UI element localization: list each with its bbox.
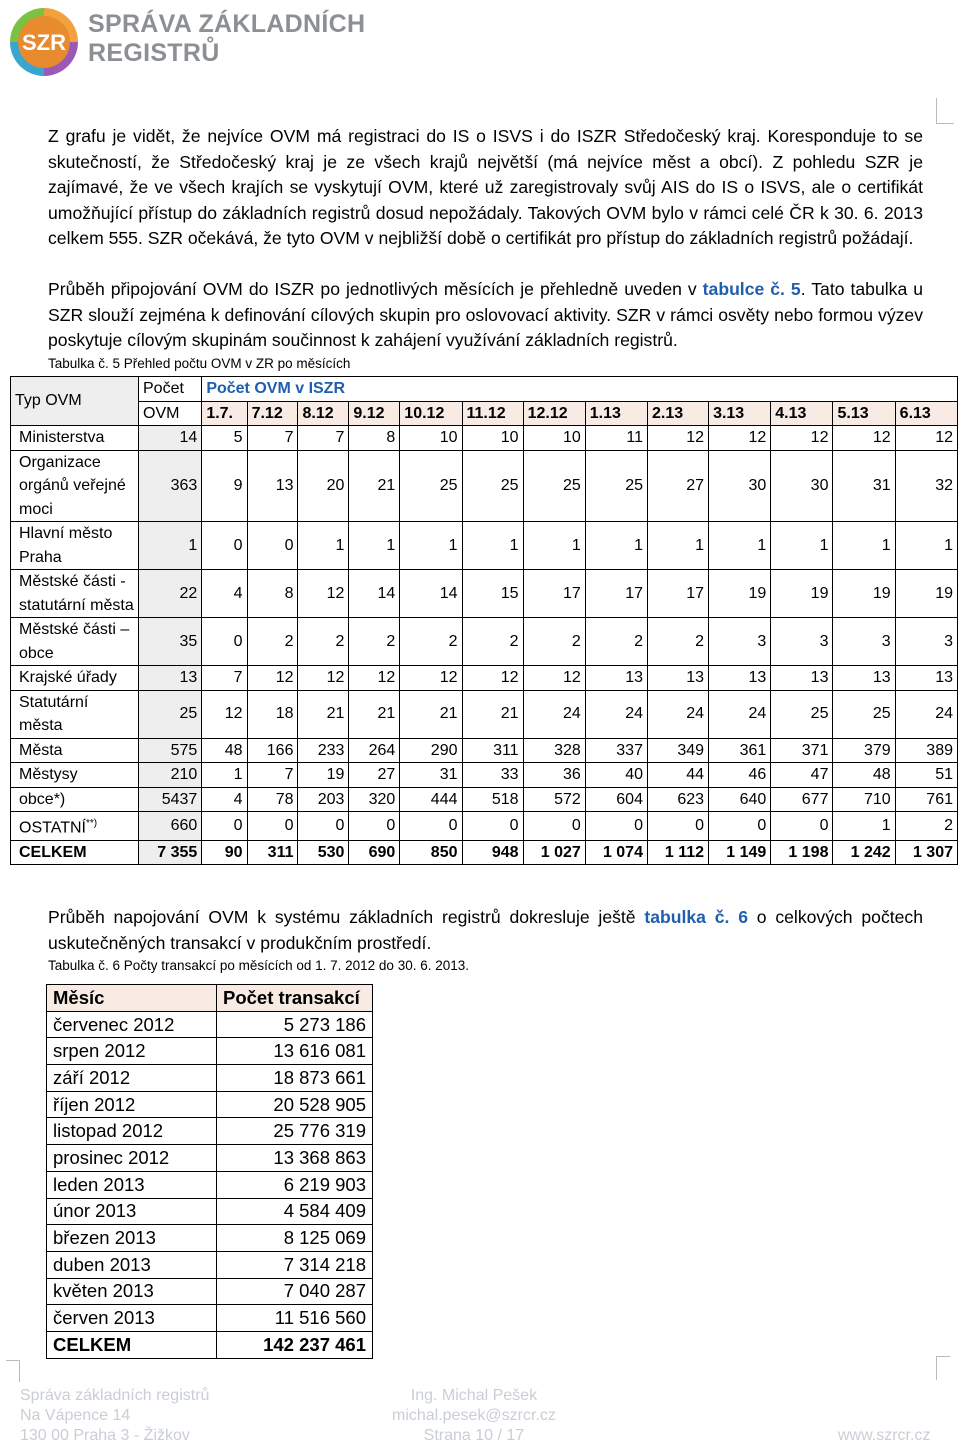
total-label: CELKEM [47,1331,217,1358]
header-month: 7.12 [247,401,298,426]
row-month: září 2012 [47,1065,217,1092]
header-month: 12.12 [523,401,585,426]
total-month-value: 1 074 [585,840,647,865]
row-month-value: 1 [349,522,400,570]
szr-logo [6,4,366,76]
row-transaction-count: 8 125 069 [217,1225,373,1252]
header-count-1: Počet [139,377,202,402]
row-month-value: 21 [298,690,349,738]
row-month-value: 24 [709,690,771,738]
row-month-value: 572 [523,787,585,812]
footer-person: Ing. Michal Pešek [410,1387,538,1404]
row-month-value: 21 [400,690,462,738]
row-month-value: 0 [462,812,523,841]
crop-mark-top-right [936,98,954,124]
total-month-value: 1 149 [709,840,771,865]
row-month: prosinec 2012 [47,1145,217,1172]
row-month-value: 17 [585,570,647,618]
row-month-value: 13 [709,666,771,691]
row-month-value: 0 [647,812,708,841]
row-month-value: 12 [709,426,771,451]
paragraph-2-text: Průběh připojování OVM do ISZR po jednotlivých měsících je přehledně uveden v [48,279,703,299]
row-month-value: 19 [709,570,771,618]
row-month-value: 4 [202,570,247,618]
row-month: říjen 2012 [47,1091,217,1118]
row-month-value: 2 [247,618,298,666]
row-month-value: 311 [462,738,523,763]
row-month-value: 13 [247,450,298,522]
row-transaction-count: 6 219 903 [217,1171,373,1198]
table-row [47,1251,373,1278]
header-month: 6.13 [895,401,957,426]
row-month-value: 710 [833,787,895,812]
paragraph-3-text-rest: o celkových počtech uskutečněných transakcí v produkčním prostředí. [48,907,923,953]
row-month-value: 12 [895,426,957,451]
row-month: červen 2013 [47,1305,217,1332]
row-month-value: 0 [709,812,771,841]
row-month-value: 1 [771,522,833,570]
table-row [11,570,958,618]
row-month-value: 19 [895,570,957,618]
row-month-value: 7 [202,666,247,691]
row-month: listopad 2012 [47,1118,217,1145]
row-month-value: 389 [895,738,957,763]
row-month: srpen 2012 [47,1038,217,1065]
table-row [47,1011,373,1038]
row-month-value: 1 [647,522,708,570]
row-month-value: 25 [523,450,585,522]
total-month-value: 850 [400,840,462,865]
row-ovm-count: 22 [139,570,202,618]
row-month-value: 48 [833,763,895,788]
row-month-value: 13 [647,666,708,691]
row-month-value: 371 [771,738,833,763]
row-month-value: 20 [298,450,349,522]
row-month-value: 44 [647,763,708,788]
total-month-value: 948 [462,840,523,865]
table-row [11,666,958,691]
row-month-value: 444 [400,787,462,812]
header-ovm-type: Typ OVM [11,377,139,426]
row-month-value: 32 [895,450,957,522]
table-5-reference-link[interactable]: tabulce č. 5 [702,279,801,299]
row-month-value: 11 [585,426,647,451]
crop-mark-bottom-right [936,1356,950,1380]
footer-city: 130 00 Praha 3 - Žižkov [20,1427,190,1444]
row-month-value: 12 [523,666,585,691]
row-month-value: 3 [709,618,771,666]
row-month-value: 13 [833,666,895,691]
row-month-value: 14 [349,570,400,618]
header-transaction-count: Počet transakcí [217,985,373,1012]
table-row [11,618,958,666]
row-month-value: 1 [833,522,895,570]
total-month-value: 311 [247,840,298,865]
row-transaction-count: 7 040 287 [217,1278,373,1305]
paragraph-3-text: Průběh napojování OVM k systému základních registrů dokresluje ještě [48,907,645,927]
row-month-value: 48 [202,738,247,763]
row-month: červenec 2012 [47,1011,217,1038]
row-transaction-count: 18 873 661 [217,1065,373,1092]
row-month-value: 12 [771,426,833,451]
row-month-value: 2 [400,618,462,666]
row-month-value: 33 [462,763,523,788]
footer-email[interactable]: michal.pesek@szrcr.cz [392,1407,556,1424]
row-month-value: 19 [833,570,895,618]
row-ovm-count: 5437 [139,787,202,812]
row-month-value: 12 [298,570,349,618]
row-month-value: 9 [202,450,247,522]
row-month: březen 2013 [47,1225,217,1252]
row-month-value: 24 [647,690,708,738]
table-row [47,1091,373,1118]
paragraph-1: Z grafu je vidět, že nejvíce OVM má registraci do IS o ISVS i do ISZR Středočeský kraj. Koresponduje to se skutečností, že Středočeský kraj je ze všech krajů největší (má nejvíce měst a obcí). Z pohledu SZR je zajímavé, že ve všech krajích se vyskytují OVM, které už zaregistrovaly svůj AIS do IS o ISVS, ale o certifikát umožňující přístup do základních registrů dosud nepožádaly. Takových OVM bylo v rámci celé ČR k 30. 6. 2013 celkem 555. SZR očekává, že tyto OVM v nejbližší době o certifikát pro přístup do základních registrů požádají. [48,126,923,249]
table-row [47,1278,373,1305]
row-month-value: 3 [895,618,957,666]
row-month-value: 264 [349,738,400,763]
row-month-value: 36 [523,763,585,788]
table-row [47,1118,373,1145]
header-count-2: OVM [139,401,202,426]
row-month-value: 12 [298,666,349,691]
row-month-value: 13 [895,666,957,691]
row-month-value: 17 [523,570,585,618]
row-month-value: 7 [247,763,298,788]
row-month-value: 21 [462,690,523,738]
paragraph-3 [48,905,923,956]
row-month-value: 0 [247,522,298,570]
row-month-value: 1 [202,763,247,788]
row-month-value: 25 [771,690,833,738]
row-month-value: 25 [462,450,523,522]
brand-line-1: SPRÁVA ZÁKLADNÍCH [88,10,366,38]
row-month-value: 31 [833,450,895,522]
row-month-value: 640 [709,787,771,812]
row-month-value: 12 [202,690,247,738]
total-month-value: 530 [298,840,349,865]
row-month-value: 1 [833,812,895,841]
row-month-value: 7 [247,426,298,451]
header-month: 10.12 [400,401,462,426]
table-row [11,426,958,451]
row-month-value: 0 [247,812,298,841]
total-month-value: 690 [349,840,400,865]
table-total-row [47,1331,373,1358]
row-ovm-type-label: OSTATNÍ [19,819,86,837]
header-month: 4.13 [771,401,833,426]
row-month-value: 0 [400,812,462,841]
row-month-value: 0 [298,812,349,841]
row-month-value: 21 [349,450,400,522]
header-month: 1.13 [585,401,647,426]
footer-street: Na Vápence 14 [20,1407,131,1424]
row-ovm-count: 35 [139,618,202,666]
crop-mark-bottom-left [6,1360,20,1382]
szr-logo-icon [8,6,80,78]
row-month-value: 337 [585,738,647,763]
row-month-value: 320 [349,787,400,812]
row-month-value: 12 [647,426,708,451]
footnote-mark: **) [85,818,98,829]
row-month-value: 2 [462,618,523,666]
footer-website[interactable]: www.szrcr.cz [838,1427,931,1444]
row-month-value: 12 [462,666,523,691]
row-month-value: 25 [585,450,647,522]
total-month-value: 1 027 [523,840,585,865]
table-row [11,450,958,522]
row-month-value: 19 [771,570,833,618]
row-transaction-count: 11 516 560 [217,1305,373,1332]
total-label: CELKEM [11,840,139,865]
row-transaction-count: 7 314 218 [217,1251,373,1278]
row-transaction-count: 13 616 081 [217,1038,373,1065]
row-month: leden 2013 [47,1171,217,1198]
row-ovm-count: 1 [139,522,202,570]
row-month-value: 3 [833,618,895,666]
row-month-value: 2 [895,812,957,841]
row-month-value: 0 [771,812,833,841]
row-month-value: 2 [523,618,585,666]
row-month-value: 379 [833,738,895,763]
row-transaction-count: 25 776 319 [217,1118,373,1145]
header-month: Měsíc [47,985,217,1012]
row-month-value: 2 [349,618,400,666]
table-row [11,763,958,788]
row-month-value: 19 [298,763,349,788]
row-month-value: 27 [349,763,400,788]
row-month-value: 40 [585,763,647,788]
row-month-value: 10 [462,426,523,451]
row-month-value: 518 [462,787,523,812]
row-month-value: 31 [400,763,462,788]
total-month-value: 1 307 [895,840,957,865]
table-row [11,690,958,738]
row-month-value: 5 [202,426,247,451]
header-month: 1.7. [202,401,247,426]
row-month-value: 1 [585,522,647,570]
table-row [11,522,958,570]
header-month: 3.13 [709,401,771,426]
row-ovm-type: Městské části – obce [11,618,139,666]
row-month-value: 12 [833,426,895,451]
row-month-value: 10 [400,426,462,451]
row-ovm-count: 660 [139,812,202,841]
table-6-caption: Tabulka č. 6 Počty transakcí po měsících od 1. 7. 2012 do 30. 6. 2013. [48,958,470,973]
row-transaction-count: 4 584 409 [217,1198,373,1225]
paragraph-2 [48,277,923,354]
row-month-value: 166 [247,738,298,763]
table-5-caption: Tabulka č. 5 Přehled počtu OVM v ZR po měsících [48,356,351,371]
table-row [47,1065,373,1092]
row-month-value: 21 [349,690,400,738]
row-month-value: 1 [298,522,349,570]
row-ovm-count: 575 [139,738,202,763]
row-transaction-count: 5 273 186 [217,1011,373,1038]
header-month: 5.13 [833,401,895,426]
row-month-value: 10 [523,426,585,451]
footer-org: Správa základních registrů [20,1387,210,1404]
header-month: 2.13 [647,401,708,426]
row-ovm-count: 25 [139,690,202,738]
row-month-value: 24 [523,690,585,738]
row-month: květen 2013 [47,1278,217,1305]
total-month-value: 90 [202,840,247,865]
row-month-value: 24 [895,690,957,738]
row-ovm-count: 14 [139,426,202,451]
row-month-value: 604 [585,787,647,812]
row-month-value: 2 [585,618,647,666]
total-ovm-count: 7 355 [139,840,202,865]
row-month-value: 7 [298,426,349,451]
row-month-value: 13 [585,666,647,691]
row-month-value: 51 [895,763,957,788]
row-month-value: 1 [523,522,585,570]
row-month-value: 0 [202,812,247,841]
row-month-value: 361 [709,738,771,763]
row-month-value: 24 [585,690,647,738]
row-month-value: 12 [349,666,400,691]
row-month-value: 13 [771,666,833,691]
row-ovm-type: Organizace orgánů veřejné moci [11,450,139,522]
row-month-value: 349 [647,738,708,763]
row-transaction-count: 13 368 863 [217,1145,373,1172]
row-month-value: 0 [202,522,247,570]
total-month-value: 1 198 [771,840,833,865]
table-row [47,1171,373,1198]
row-month-value: 8 [349,426,400,451]
table-5-ovm-per-month [10,376,958,865]
header-group-iszr: Počet OVM v ISZR [202,377,958,402]
table-row [11,787,958,812]
row-month: únor 2013 [47,1198,217,1225]
row-month-value: 12 [400,666,462,691]
row-ovm-type: Městysy [11,763,139,788]
total-month-value: 1 112 [647,840,708,865]
row-month-value: 233 [298,738,349,763]
header-month: 9.12 [349,401,400,426]
row-month-value: 2 [298,618,349,666]
row-month-value: 1 [709,522,771,570]
table-row [47,1198,373,1225]
table-row [47,1038,373,1065]
row-month-value: 623 [647,787,708,812]
row-month-value: 78 [247,787,298,812]
row-transaction-count: 20 528 905 [217,1091,373,1118]
row-month-value: 25 [833,690,895,738]
paragraph-2-text-rest: . Tato tabulka u SZR slouží zejména k definování cílových skupin pro oslovovací aktivity. SZR v rámci osvěty nebo formou výzev poskytuje cílovým skupinám součinnost k zahájení využívání základních registrů. [48,279,923,351]
table-total-row [11,840,958,865]
row-month-value: 15 [462,570,523,618]
row-month-value: 0 [202,618,247,666]
table-6-reference-link[interactable]: tabulka č. 6 [644,907,748,927]
row-month-value: 46 [709,763,771,788]
row-month-value: 1 [400,522,462,570]
row-month-value: 27 [647,450,708,522]
row-month-value: 14 [400,570,462,618]
brand-name [88,10,365,68]
row-ovm-type: Statutární města [11,690,139,738]
table-row [11,738,958,763]
row-month-value: 2 [647,618,708,666]
row-ovm-type: Ministerstva [11,426,139,451]
row-month-value: 30 [709,450,771,522]
table-row [47,1305,373,1332]
row-month-value: 677 [771,787,833,812]
row-month-value: 761 [895,787,957,812]
footer-contact [392,1386,556,1446]
row-ovm-count: 210 [139,763,202,788]
row-ovm-type: Města [11,738,139,763]
table-6-transactions [46,984,373,1359]
row-month-value: 3 [771,618,833,666]
logo-badge-text: SZR [22,30,66,55]
brand-line-2: REGISTRŮ [88,39,220,67]
row-month-value: 17 [647,570,708,618]
row-ovm-count: 363 [139,450,202,522]
row-month-value: 203 [298,787,349,812]
total-transaction-count: 142 237 461 [217,1331,373,1358]
table-row [47,1225,373,1252]
row-month-value: 0 [349,812,400,841]
row-ovm-type [11,812,139,841]
row-month-value: 0 [523,812,585,841]
table-row [47,1145,373,1172]
footer-address [20,1386,209,1446]
row-ovm-count: 13 [139,666,202,691]
row-ovm-type: Hlavní město Praha [11,522,139,570]
header-month: 8.12 [298,401,349,426]
row-ovm-type: Krajské úřady [11,666,139,691]
row-ovm-type: obce*) [11,787,139,812]
table-row [11,812,958,841]
row-month-value: 4 [202,787,247,812]
row-month-value: 12 [247,666,298,691]
row-month-value: 25 [400,450,462,522]
row-month-value: 1 [462,522,523,570]
row-month-value: 1 [895,522,957,570]
header-month: 11.12 [462,401,523,426]
total-month-value: 1 242 [833,840,895,865]
row-month-value: 328 [523,738,585,763]
row-month-value: 290 [400,738,462,763]
row-month-value: 18 [247,690,298,738]
row-month: duben 2013 [47,1251,217,1278]
row-month-value: 0 [585,812,647,841]
row-month-value: 47 [771,763,833,788]
footer-page-number: Strana 10 / 17 [423,1427,525,1444]
row-month-value: 8 [247,570,298,618]
row-ovm-type: Městské části - statutární města [11,570,139,618]
row-month-value: 30 [771,450,833,522]
